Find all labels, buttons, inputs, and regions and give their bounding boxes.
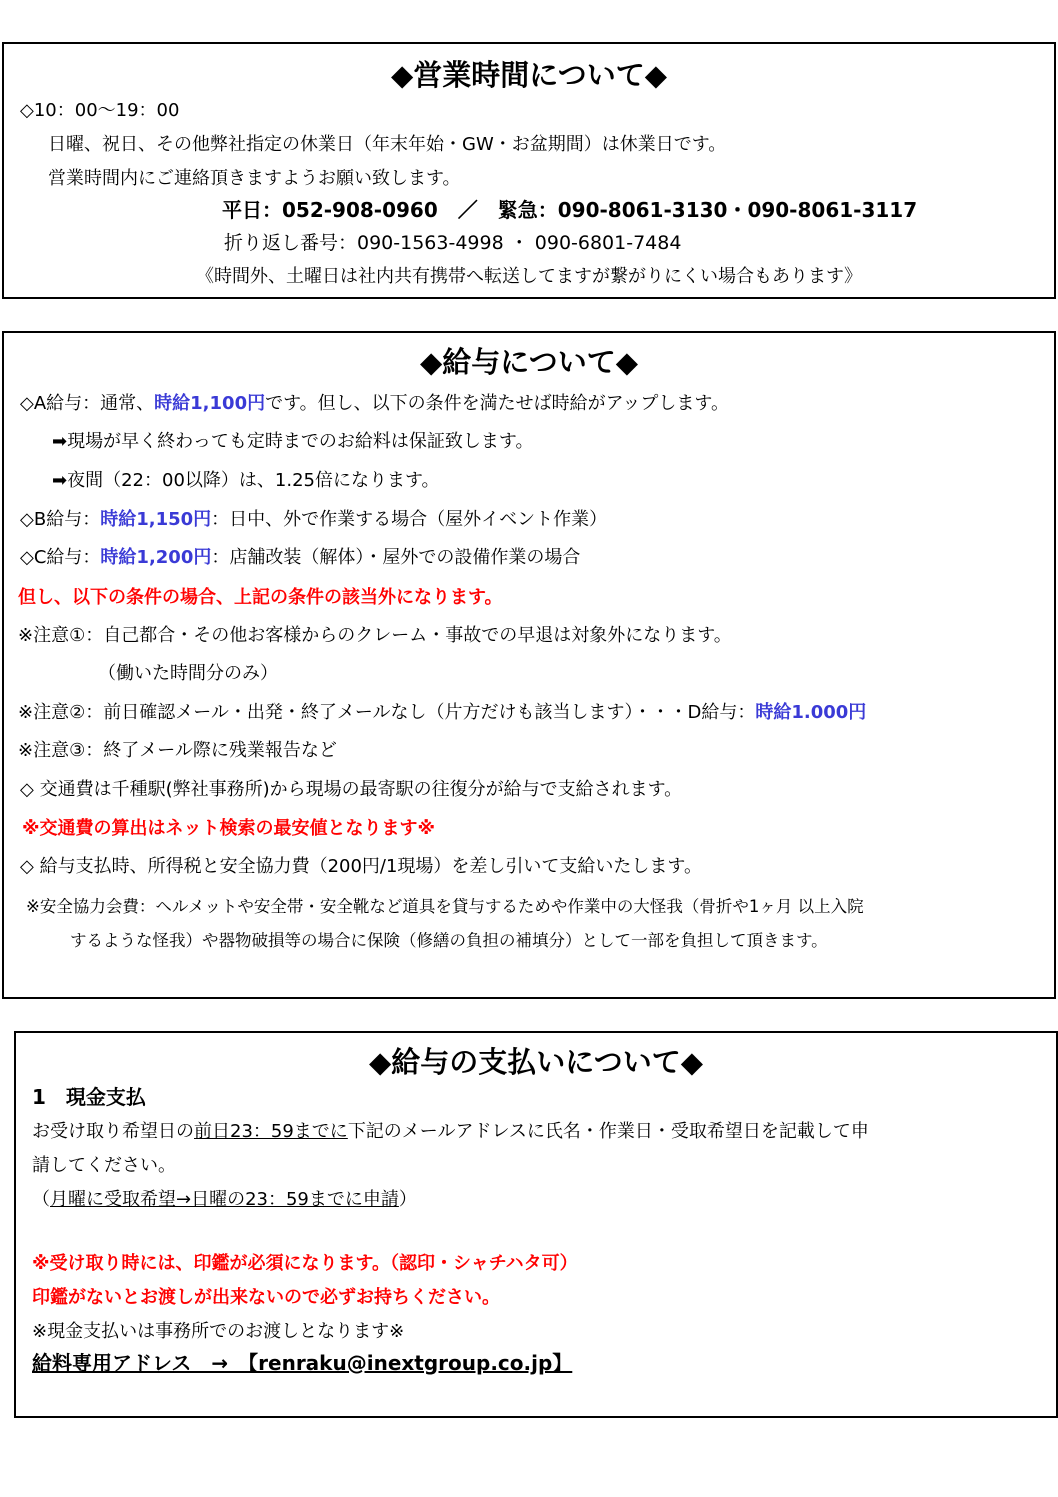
instruction-text-b: 下記のメールアドレスに氏名・作業日・受取希望日を記載して申 xyxy=(347,1121,869,1142)
contact-request-text: 営業時間内にご連絡頂きますようお願い致します。 xyxy=(48,168,461,189)
callback-numbers: 折り返し番号：090-1563-4998 ・ 090-6801-7484 xyxy=(224,232,682,254)
safety-fee-line-2: するような怪我）や器物破損等の場合に保険（修繕の負担の補填分）として一部を負担して頂きます。 xyxy=(70,931,828,950)
caution-2-text: ※注意②：前日確認メール・出発・終了メールなし（片方だけも該当します）・・・D給与： xyxy=(18,702,756,723)
after-hours-note: 《時間外、土曜日は社内共有携帯へ転送してますが繋がりにくい場合もあります》 xyxy=(196,266,862,287)
salary-c-rate: 時給1,200円 xyxy=(100,547,212,568)
caution-1: ※注意①：自己都合・その他お客様からのクレーム・事故での早退は対象外になります。 xyxy=(18,625,732,646)
business-hours-title: ◆営業時間について◆ xyxy=(390,58,668,92)
salary-a-note-night: ➡夜間（22：00以降）は、1.25倍になります。 xyxy=(52,470,440,491)
caution-2-rate: 時給1.000円 xyxy=(755,702,867,723)
salary-a-line xyxy=(20,393,729,415)
transport-fee: ◇ 交通費は千種駅(弊社事務所)から現場の最寄駅の往復分が給与で支給されます。 xyxy=(20,779,683,800)
safety-fee-line-1: ※安全協力会費：ヘルメットや安全帯・安全靴など道具を貸与するためや作業中の大怪我（骨折や1ヶ月 以上入院 xyxy=(26,897,864,916)
payment-instruction-1 xyxy=(32,1121,869,1143)
transport-fee-note: ※交通費の算出はネット検索の最安値となります※ xyxy=(22,818,435,839)
exception-warning: 但し、以下の条件の場合、上記の条件の該当外になります。 xyxy=(18,587,503,608)
caution-3: ※注意③：終了メール際に残業報告など xyxy=(18,740,337,761)
payment-instruction-example xyxy=(32,1189,417,1211)
business-hours-section xyxy=(2,42,1056,299)
salary-b-rate: 時給1,150円 xyxy=(100,509,212,530)
salary-a-prefix: ◇A給与：通常、 xyxy=(20,393,155,414)
salary-c-line xyxy=(20,547,580,569)
deadline-text: 前日23：59までに xyxy=(194,1121,348,1142)
salary-section xyxy=(2,331,1056,999)
salary-b-prefix: ◇B給与： xyxy=(20,509,101,530)
paren-open: （ xyxy=(32,1189,50,1210)
salary-title: ◆給与について◆ xyxy=(419,345,639,379)
office-handover-note: ※現金支払いは事務所でのお渡しとなります※ xyxy=(32,1321,405,1342)
salary-a-note-guarantee: ➡現場が早く終わっても定時までのお給料は保証致します。 xyxy=(52,431,534,452)
salary-a-rate: 時給1,100円 xyxy=(154,393,266,414)
example-deadline: 月曜に受取希望→日曜の23：59までに申請 xyxy=(50,1189,399,1210)
seal-required-note: ※受け取り時には、印鑑が必須になります。（認印・シャチハタ可） xyxy=(32,1253,578,1274)
salary-email-address: 給料専用アドレス → 【renraku@inextgroup.co.jp】 xyxy=(32,1351,573,1375)
payment-section xyxy=(14,1031,1058,1418)
salary-a-suffix: です。但し、以下の条件を満たせば時給がアップします。 xyxy=(265,393,729,414)
business-hours-time: ◇10：00～19：00 xyxy=(20,100,180,121)
instruction-text-a: お受け取り希望日の xyxy=(32,1121,194,1142)
seal-bring-note: 印鑑がないとお渡しが出来ないので必ずお持ちください。 xyxy=(32,1287,500,1308)
payment-title: ◆給与の支払いについて◆ xyxy=(368,1045,704,1079)
salary-c-prefix: ◇C給与： xyxy=(20,547,101,568)
phone-numbers: 平日：052-908-0960 ／ 緊急：090-8061-3130・090-8061-3117 xyxy=(222,198,918,222)
salary-c-suffix: ：店舗改装（解体）・屋外での設備作業の場合 xyxy=(211,547,581,568)
deduction-text: ◇ 給与支払時、所得税と安全協力費（200円/1現場）を差し引いて支給いたします。 xyxy=(20,856,702,877)
payment-instruction-2: 請してください。 xyxy=(32,1155,176,1176)
salary-b-suffix: ：日中、外で作業する場合（屋外イベント作業） xyxy=(211,509,608,530)
holidays-text: 日曜、祝日、その他弊社指定の休業日（年末年始・GW・お盆期間）は休業日です。 xyxy=(48,134,727,155)
caution-2 xyxy=(18,702,866,724)
paren-close: ） xyxy=(398,1189,417,1210)
caution-1-sub: （働いた時間分のみ） xyxy=(98,663,278,684)
cash-payment-heading: 1 現金支払 xyxy=(32,1085,146,1109)
salary-b-line xyxy=(20,509,607,531)
